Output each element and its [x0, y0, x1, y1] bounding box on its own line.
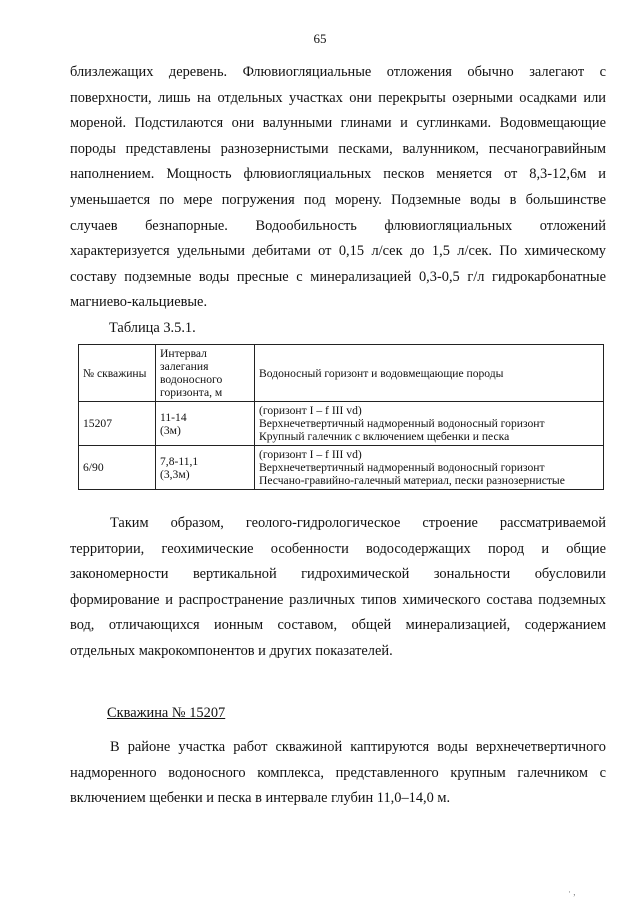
- header-horizon: Водоносный горизонт и водовмещающие породы: [255, 345, 604, 402]
- paragraph-3: В районе участка работ скважиной каптируются воды верхнечетвертичного надморенного водоносного комплекса, представленного крупным галечником с включением щебенки и песка в интервале глубин 11,0–14,0 м.: [70, 739, 606, 807]
- corner-marks: · ,: [568, 887, 576, 897]
- interval-cell: [156, 402, 255, 446]
- page-number: 65: [313, 31, 327, 46]
- paragraph-1: близлежащих деревень. Флювиогляциальные отложения обычно залегают с поверхности, лишь на отдельных участках они перекрыты озерными осадками или мореной. Подстилаются они валунными глинами и суглинками. Водовмещающие породы представлены разнозернистыми песками, валунником, песчаногравийным наполнением. Мощность флювиогляциальных песков меняется от 8,3-12,6м и уменьшается по мере погружения под морену. Подземные воды в большинстве случаев безнапорные. Водообильность флювиогляциальных отложений характеризуется удельными дебитами от 0,15 л/сек до 1,5 л/сек. По химическому составу подземные воды пресные с минерализацией 0,3-0,5 г/л гидрокарбонатные магниево-кальциевые.: [70, 64, 606, 311]
- horizon-index: (горизонт I – f III vd): [259, 404, 362, 417]
- interval-value: 7,8-11,1: [160, 454, 199, 468]
- horizon-cell: [255, 402, 604, 446]
- table-caption: Таблица 3.5.1.: [109, 320, 196, 336]
- header-interval: Интервал залегания водоносного горизонта, м: [156, 345, 255, 402]
- table-row: [79, 402, 604, 446]
- wells-table: [78, 344, 604, 490]
- horizon-rocks: Песчано-гравийно-галечный материал, пески разнозернистые: [259, 474, 565, 487]
- section-heading: Скважина № 15207: [107, 705, 226, 721]
- horizon-index: (горизонт I – f III vd): [259, 448, 362, 461]
- table-header-row: [79, 345, 604, 402]
- horizon-cell: [255, 446, 604, 490]
- interval-cell: [156, 446, 255, 490]
- table-row: [79, 446, 604, 490]
- interval-value: 11-14: [160, 410, 187, 424]
- horizon-name: Верхнечетвертичный надморенный водоносный горизонт: [259, 461, 545, 474]
- horizon-rocks: Крупный галечник с включением щебенки и песка: [259, 430, 510, 443]
- well-number: 15207: [79, 402, 156, 446]
- interval-thickness: (3м): [160, 423, 181, 437]
- horizon-name: Верхнечетвертичный надморенный водоносный горизонт: [259, 417, 545, 430]
- interval-thickness: (3,3м): [160, 467, 190, 481]
- well-number: 6/90: [79, 446, 156, 490]
- paragraph-2: Таким образом, геолого-гидрологическое строение рассматриваемой территории, геохимические особенности водосодержащих пород и общие закономерности вертикальной гидрохимической зональности обусловили формирование и распространение различных типов химического состава подземных вод, отличающихся ионным составом, общей минерализацией, содержанием отдельных макрокомпонентов и других показателей.: [70, 515, 606, 659]
- header-well: № скважины: [79, 345, 156, 402]
